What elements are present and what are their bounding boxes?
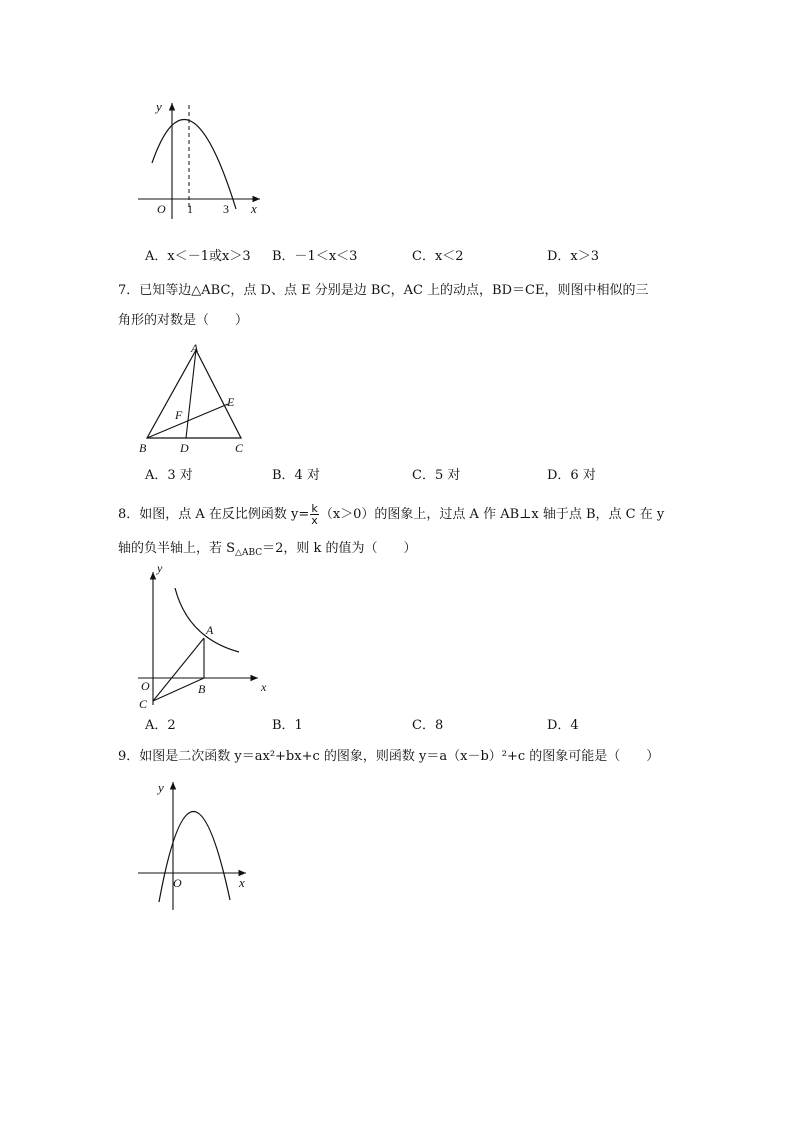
q8-option-a[interactable]: A．2 — [145, 718, 176, 733]
q6-label-o: O — [157, 202, 166, 216]
q8-option-d[interactable]: D．4 — [547, 718, 579, 733]
q8-option-b[interactable]: B．1 — [272, 718, 303, 733]
q7-label-f: F — [175, 408, 183, 422]
q9-label-y: y — [158, 780, 164, 795]
q8-text-line2-a: 轴的负半轴上，若 S — [118, 541, 236, 556]
q7-label-d: D — [180, 441, 189, 455]
q8-text-line1-a: 8．如图，点 A 在反比例函数 y= — [118, 507, 310, 522]
q7-option-b[interactable]: B．4 对 — [272, 468, 320, 483]
q8-label-b: B — [198, 682, 206, 696]
q8-text-line1-b: （x＞0）的图象上，过点 A 作 AB⊥x 轴于点 B，点 C 在 y — [319, 507, 665, 522]
q8-label-y: y — [157, 561, 163, 575]
q6-option-a[interactable]: A．x＜－1或x＞3 — [145, 249, 251, 264]
q6-parabola-figure — [130, 95, 270, 220]
q9-label-x: x — [239, 875, 245, 890]
q6-option-b[interactable]: B．－1＜x＜3 — [272, 249, 358, 264]
q6-option-c[interactable]: C．x＜2 — [412, 249, 464, 264]
q8-fraction-k-over-x — [310, 503, 319, 526]
q6-option-d[interactable]: D．x＞3 — [547, 249, 600, 264]
q8-option-c[interactable]: C．8 — [412, 718, 444, 733]
q8-label-c: C — [139, 697, 148, 711]
q7-option-d[interactable]: D．6 对 — [547, 468, 596, 483]
q7-text-line2: 角形的对数是（ ） — [118, 313, 249, 328]
q7-text-line1: 7．已知等边△ABC，点 D、点 E 分别是边 BC，AC 上的动点，BD＝CE，则图中相似的三 — [118, 283, 649, 298]
q6-label-x: x — [251, 201, 257, 216]
q7-label-c: C — [235, 441, 244, 455]
q7-option-c[interactable]: C．5 对 — [412, 468, 461, 483]
q8-segment-bc — [153, 678, 204, 701]
q9-parabola-figure — [130, 770, 260, 915]
q8-text-line1 — [118, 503, 664, 526]
q8-fraction-num: k — [311, 502, 318, 515]
q6-label-y: y — [156, 99, 162, 114]
q8-hyperbola-figure — [130, 560, 280, 715]
q8-label-a: A — [206, 623, 214, 637]
q6-label-3: 3 — [223, 202, 229, 216]
q9-label-o: O — [173, 876, 182, 890]
q7-label-a: A — [191, 341, 199, 355]
q9-parabola — [159, 811, 230, 902]
q8-hyperbola — [175, 588, 239, 652]
q8-label-o: O — [141, 679, 150, 693]
q7-segment-be — [147, 404, 228, 438]
q8-segment-ac — [153, 638, 204, 701]
q7-triangle-figure — [135, 340, 255, 460]
q6-label-1: 1 — [187, 202, 193, 216]
q7-label-e: E — [227, 395, 235, 409]
q9-text-line1: 9．如图是二次函数 y＝ax²+bx+c 的图象，则函数 y＝a（x－b）²+c 的图象可能是（ ） — [118, 749, 660, 764]
q7-segment-ad — [186, 350, 196, 438]
q8-text-line2-b: ＝2，则 k 的值为（ ） — [262, 541, 417, 556]
q8-text-line2-sub: △ABC — [235, 548, 263, 558]
q8-label-x: x — [261, 680, 267, 694]
q7-label-b: B — [139, 441, 147, 455]
q8-fraction-den: x — [311, 514, 318, 527]
q7-option-a[interactable]: A．3 对 — [145, 468, 193, 483]
q6-parabola — [152, 119, 236, 209]
